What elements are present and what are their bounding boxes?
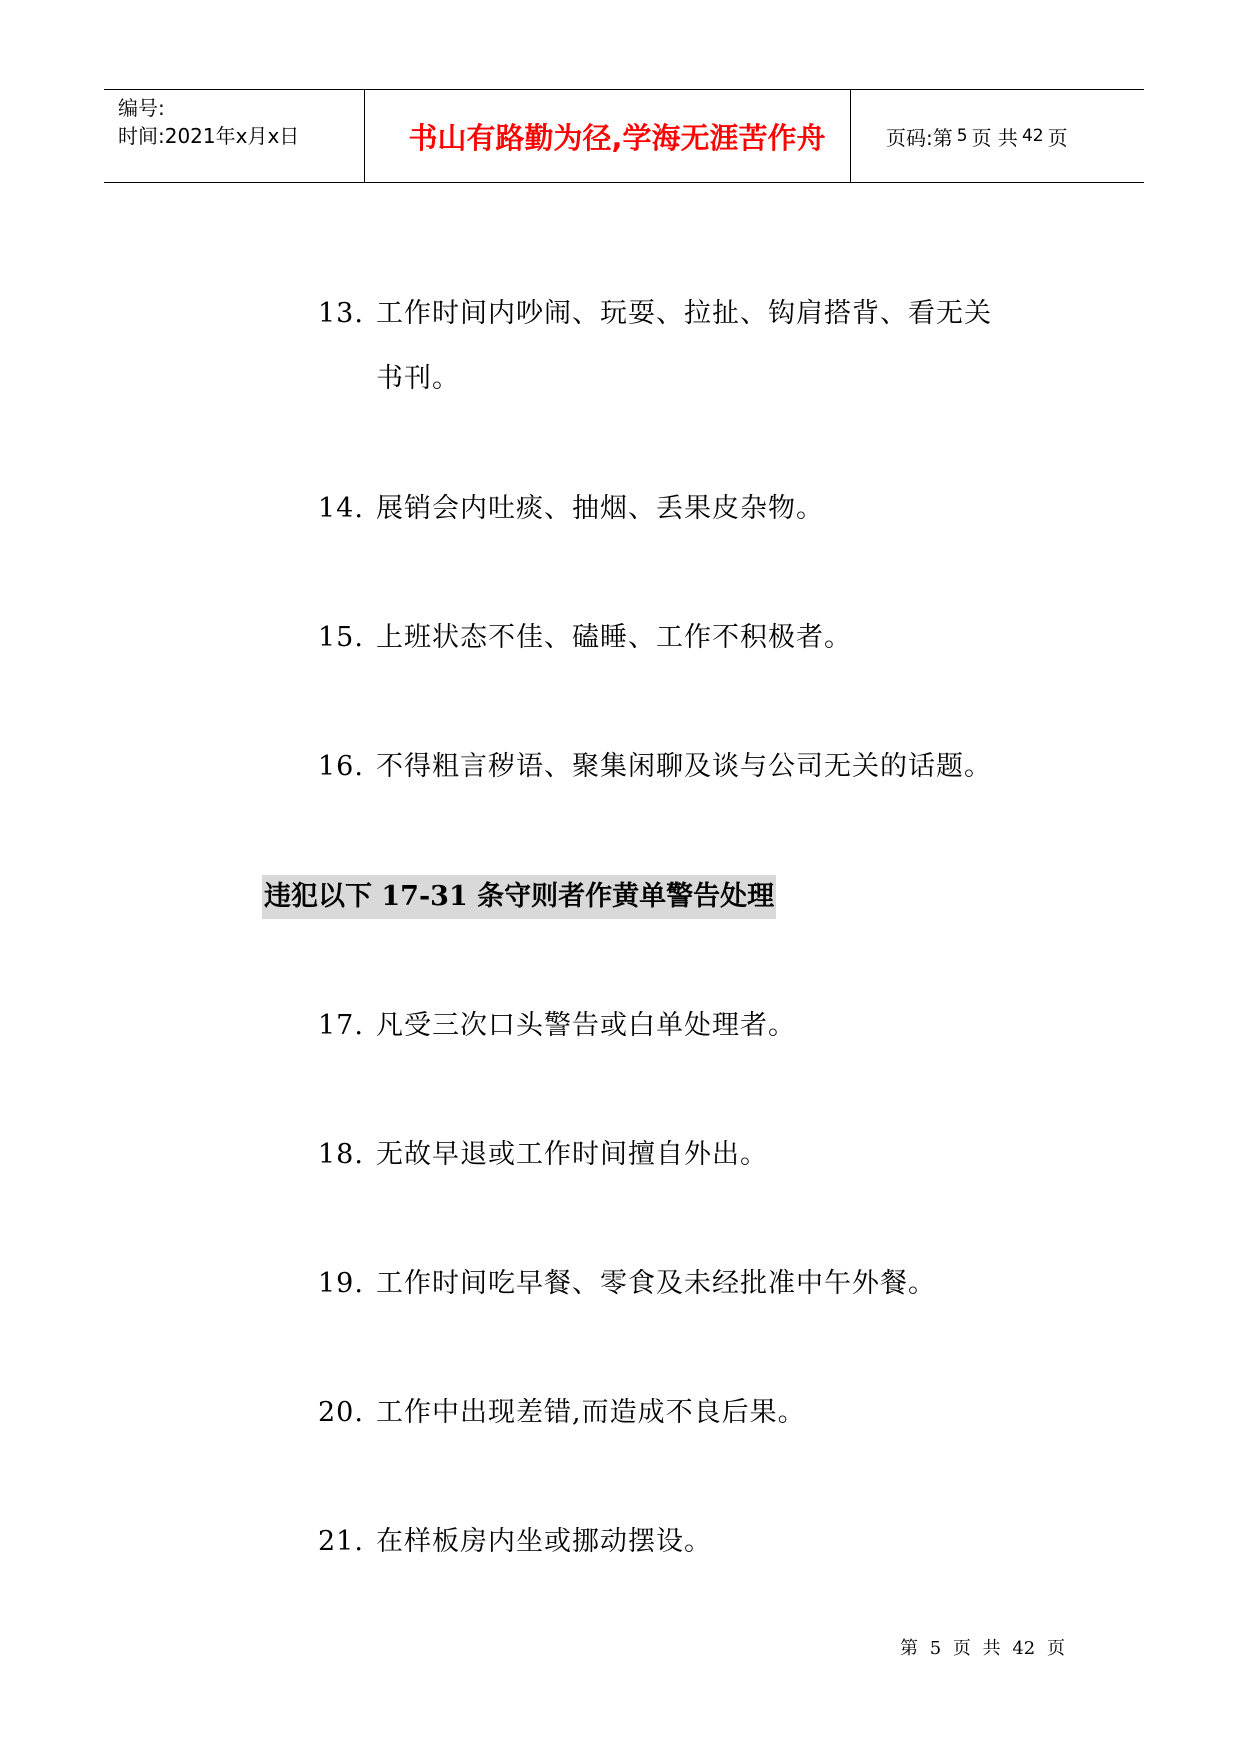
list-item (318, 1261, 936, 1300)
section-heading: 违犯以下 17-31 条守则者作黄单警告处理 (262, 875, 776, 919)
list-item (318, 1519, 712, 1558)
item-text: 展销会内吐痰、抽烟、丢果皮杂物。 (376, 493, 824, 524)
item-text: 工作时间吃早餐、零食及未经批准中午外餐。 (376, 1268, 936, 1299)
item-number: 18. (318, 1139, 364, 1170)
page-total: 42 (1021, 126, 1044, 146)
item-number: 17. (318, 1010, 364, 1041)
page-mid: 页 共 (971, 125, 1018, 150)
item-number: 20. (318, 1397, 364, 1428)
item-text: 凡受三次口头警告或白单处理者。 (376, 1010, 796, 1041)
item-number: 19. (318, 1268, 364, 1299)
item-text: 工作时间内吵闹、玩耍、拉扯、钩肩搭背、看无关 (376, 298, 992, 329)
item-text: 在样板房内坐或挪动摆设。 (376, 1526, 712, 1557)
list-item (318, 1003, 796, 1042)
time-label: 时间:2021年x月x日 (118, 124, 300, 148)
item-text: 上班状态不佳、磕睡、工作不积极者。 (376, 622, 852, 653)
list-item (318, 1390, 806, 1429)
list-item-continuation: 书刊。 (376, 363, 460, 394)
list-item (318, 615, 852, 654)
header-meta (118, 94, 299, 150)
page-prefix: 页码:第 (886, 125, 953, 150)
list-item (318, 291, 992, 330)
list-item (318, 1132, 768, 1171)
page-footer: 第 5 页 共 42 页 (900, 1638, 1065, 1659)
page-current: 5 (956, 126, 968, 146)
item-number: 13. (318, 298, 364, 329)
item-text: 无故早退或工作时间擅自外出。 (376, 1139, 768, 1170)
item-text: 不得粗言秽语、聚集闲聊及谈与公司无关的话题。 (376, 751, 992, 782)
header-page-info (872, 90, 1068, 182)
item-number: 14. (318, 493, 364, 524)
number-label: 编号: (118, 96, 165, 120)
item-number: 21. (318, 1526, 364, 1557)
page-suffix: 页 (1047, 125, 1068, 150)
item-number: 15. (318, 622, 364, 653)
header-motto: 书山有路勤为径,学海无涯苦作舟 (408, 120, 826, 155)
list-item (318, 486, 824, 525)
header-divider (364, 90, 365, 182)
page-header (104, 89, 1144, 183)
list-item (318, 744, 992, 783)
item-number: 16. (318, 751, 364, 782)
item-text: 工作中出现差错,而造成不良后果。 (376, 1397, 806, 1428)
